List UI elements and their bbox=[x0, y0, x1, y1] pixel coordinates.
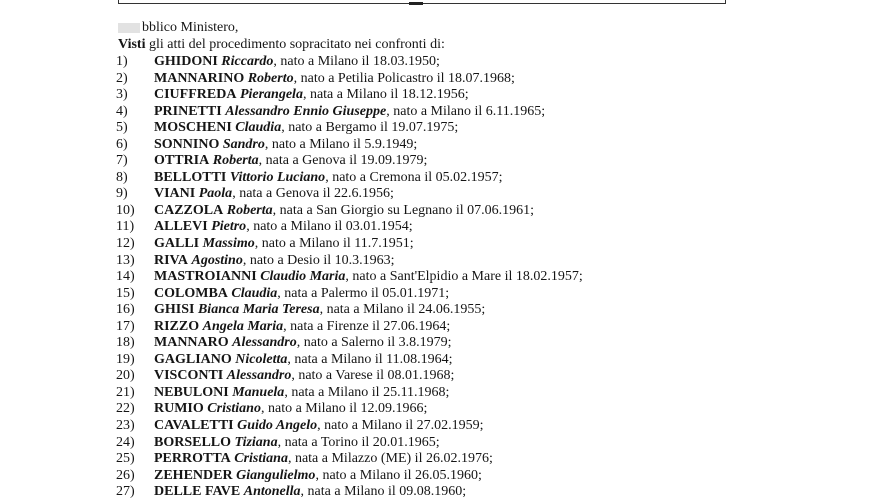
list-item bbox=[0, 203, 880, 220]
item-text bbox=[154, 435, 440, 451]
list-item bbox=[0, 451, 880, 468]
item-surname: CAVALETTI bbox=[154, 418, 234, 434]
item-number: 12) bbox=[116, 236, 135, 252]
item-number: 15) bbox=[116, 285, 135, 301]
item-surname: SONNINO bbox=[154, 136, 220, 152]
list-item bbox=[0, 219, 880, 236]
item-text bbox=[154, 352, 453, 368]
item-number: 16) bbox=[116, 302, 135, 318]
item-number: 7) bbox=[116, 153, 128, 169]
item-first-name: Roberta bbox=[226, 202, 273, 218]
item-first-name: Alessandro bbox=[232, 335, 297, 351]
item-text bbox=[154, 484, 466, 500]
item-number: 4) bbox=[116, 103, 128, 119]
item-surname: MANNARO bbox=[154, 335, 229, 351]
item-text bbox=[154, 335, 452, 351]
item-first-name: Manuela bbox=[232, 384, 285, 400]
item-text bbox=[154, 468, 482, 484]
list-item bbox=[0, 253, 880, 270]
item-first-name: Roberto bbox=[247, 70, 294, 86]
list-item bbox=[0, 335, 880, 352]
item-number: 6) bbox=[116, 136, 128, 152]
item-text bbox=[154, 120, 458, 136]
list-item bbox=[0, 236, 880, 253]
item-first-name: Claudio Maria bbox=[260, 269, 346, 285]
item-text bbox=[154, 302, 485, 318]
list-item bbox=[0, 302, 880, 319]
item-first-name: Cristiana bbox=[234, 451, 288, 467]
item-surname: RIVA bbox=[154, 252, 188, 268]
item-number: 18) bbox=[116, 335, 135, 351]
header-box-border bbox=[118, 0, 726, 4]
item-surname: DELLE FAVE bbox=[154, 484, 241, 500]
item-number: 14) bbox=[116, 269, 135, 285]
item-text bbox=[154, 269, 583, 285]
item-details: , nata a Milano il 18.12.1956; bbox=[302, 87, 469, 103]
list-item bbox=[0, 87, 880, 104]
item-surname: MANNARINO bbox=[154, 70, 245, 86]
defendants-list bbox=[0, 54, 880, 501]
item-details: , nata a Firenze il 27.06.1964; bbox=[283, 318, 451, 334]
item-details: , nato a Petilia Policastro il 18.07.1968; bbox=[293, 70, 515, 86]
item-number: 1) bbox=[116, 54, 128, 69]
item-text bbox=[154, 104, 545, 120]
list-item bbox=[0, 368, 880, 385]
item-first-name: Agostino bbox=[191, 252, 243, 268]
item-details: , nata a Torino il 20.01.1965; bbox=[277, 434, 440, 450]
item-text bbox=[154, 170, 503, 186]
list-item bbox=[0, 435, 880, 452]
list-item bbox=[0, 137, 880, 154]
item-first-name: Claudia bbox=[235, 120, 282, 136]
item-details: , nato a Desio il 10.3.1963; bbox=[242, 252, 395, 268]
item-surname: GAGLIANO bbox=[154, 351, 232, 367]
item-surname: GHIDONI bbox=[154, 54, 218, 69]
intro-line-1-text: bblico Ministero, bbox=[142, 20, 239, 35]
item-text bbox=[154, 71, 515, 87]
intro-keyword: Visti bbox=[118, 37, 146, 52]
item-first-name: Giangulielmo bbox=[236, 467, 316, 483]
item-details: , nata a San Giorgio su Legnano il 07.06.1961; bbox=[272, 202, 535, 218]
item-number: 24) bbox=[116, 434, 135, 450]
item-number: 26) bbox=[116, 467, 135, 483]
item-details: , nata a Milano il 09.08.1960; bbox=[300, 484, 467, 500]
item-text bbox=[154, 87, 469, 103]
item-number: 20) bbox=[116, 368, 135, 384]
item-text bbox=[154, 203, 534, 219]
item-surname: GALLI bbox=[154, 236, 200, 252]
item-text bbox=[154, 153, 427, 169]
item-number: 2) bbox=[116, 70, 128, 86]
intro-line-2 bbox=[118, 37, 445, 53]
item-number: 25) bbox=[116, 451, 135, 467]
item-number: 13) bbox=[116, 252, 135, 268]
item-number: 17) bbox=[116, 318, 135, 334]
item-text bbox=[154, 236, 414, 252]
item-number: 11) bbox=[116, 219, 135, 235]
item-details: , nato a Sant'Elpidio a Mare il 18.02.1957; bbox=[345, 269, 583, 285]
item-details: , nato a Bergamo il 19.07.1975; bbox=[281, 120, 459, 136]
item-surname: RIZZO bbox=[154, 318, 200, 334]
item-text bbox=[154, 286, 449, 302]
item-details: , nato a Milano il 27.02.1959; bbox=[317, 418, 484, 434]
item-details: , nato a Varese il 08.01.1968; bbox=[291, 368, 455, 384]
item-first-name: Claudia bbox=[231, 285, 278, 301]
item-first-name: Angela Maria bbox=[202, 318, 284, 334]
item-first-name: Bianca Maria Teresa bbox=[197, 302, 320, 318]
item-text bbox=[154, 253, 395, 269]
item-surname: PERROTTA bbox=[154, 451, 231, 467]
item-details: , nato a Milano il 11.7.1951; bbox=[254, 236, 414, 252]
list-item bbox=[0, 352, 880, 369]
item-details: , nato a Salerno il 3.8.1979; bbox=[296, 335, 452, 351]
item-details: , nata a Milano il 24.06.1955; bbox=[319, 302, 486, 318]
item-number: 21) bbox=[116, 384, 135, 400]
intro-line-1 bbox=[118, 20, 238, 36]
list-item bbox=[0, 186, 880, 203]
item-number: 3) bbox=[116, 87, 128, 103]
item-number: 8) bbox=[116, 169, 128, 185]
item-details: , nata a Genova il 22.6.1956; bbox=[232, 186, 394, 202]
item-text bbox=[154, 451, 493, 467]
item-number: 22) bbox=[116, 401, 135, 417]
item-first-name: Antonella bbox=[243, 484, 301, 500]
item-details: , nato a Milano il 03.01.1954; bbox=[246, 219, 413, 235]
item-first-name: Pietro bbox=[211, 219, 247, 235]
illegible-smudge bbox=[118, 23, 140, 33]
list-item bbox=[0, 104, 880, 121]
item-first-name: Pierangela bbox=[239, 87, 303, 103]
list-item bbox=[0, 153, 880, 170]
item-details: , nato a Milano il 18.03.1950; bbox=[273, 54, 440, 69]
item-text bbox=[154, 368, 454, 384]
item-surname: MASTROIANNI bbox=[154, 269, 257, 285]
item-details: , nato a Milano il 12.09.1966; bbox=[260, 401, 428, 417]
item-text bbox=[154, 219, 413, 235]
item-first-name: Cristiano bbox=[207, 401, 261, 417]
item-details: , nata a Milazzo (ME) il 26.02.1976; bbox=[287, 451, 493, 467]
item-surname: NEBULONI bbox=[154, 384, 229, 400]
list-item bbox=[0, 401, 880, 418]
item-first-name: Roberta bbox=[212, 153, 259, 169]
list-item bbox=[0, 71, 880, 88]
item-surname: PRINETTI bbox=[154, 103, 222, 119]
item-first-name: Paola bbox=[198, 186, 233, 202]
item-text bbox=[154, 319, 450, 335]
item-surname: COLOMBA bbox=[154, 285, 228, 301]
item-surname: GHISI bbox=[154, 302, 195, 318]
header-box-mark bbox=[409, 2, 423, 5]
intro-line-2-text: gli atti del procedimento sopracitato nei confronti di: bbox=[148, 37, 445, 52]
item-surname: VISCONTI bbox=[154, 368, 224, 384]
item-text bbox=[154, 401, 427, 417]
item-details: , nata a Genova il 19.09.1979; bbox=[258, 153, 428, 169]
list-item bbox=[0, 269, 880, 286]
item-text bbox=[154, 186, 394, 202]
item-text bbox=[154, 385, 449, 401]
item-details: , nato a Milano il 26.05.1960; bbox=[315, 467, 482, 483]
list-item bbox=[0, 418, 880, 435]
item-surname: CIUFFREDA bbox=[154, 87, 237, 103]
list-item bbox=[0, 468, 880, 485]
item-first-name: Massimo bbox=[202, 236, 255, 252]
item-surname: BORSELLO bbox=[154, 434, 232, 450]
list-item bbox=[0, 120, 880, 137]
item-number: 19) bbox=[116, 351, 135, 367]
item-number: 10) bbox=[116, 202, 135, 218]
item-first-name: Alessandro bbox=[226, 368, 292, 384]
item-first-name: Nicoletta bbox=[235, 351, 288, 367]
list-item bbox=[0, 54, 880, 71]
item-surname: CAZZOLA bbox=[154, 202, 224, 218]
item-surname: VIANI bbox=[154, 186, 196, 202]
item-details: , nata a Milano il 11.08.1964; bbox=[287, 351, 453, 367]
item-text bbox=[154, 54, 440, 70]
item-details: , nato a Milano il 6.11.1965; bbox=[386, 103, 546, 119]
item-surname: BELLOTTI bbox=[154, 169, 227, 185]
item-surname: MOSCHENI bbox=[154, 120, 232, 136]
item-first-name: Guido Angelo bbox=[237, 418, 318, 434]
list-item bbox=[0, 286, 880, 303]
list-item bbox=[0, 484, 880, 501]
list-item bbox=[0, 319, 880, 336]
item-surname: RUMIO bbox=[154, 401, 204, 417]
item-details: , nato a Cremona il 05.02.1957; bbox=[325, 169, 503, 185]
item-number: 5) bbox=[116, 120, 128, 136]
item-first-name: Alessandro Ennio Giuseppe bbox=[225, 103, 387, 119]
item-details: , nata a Palermo il 05.01.1971; bbox=[277, 285, 450, 301]
item-surname: ALLEVI bbox=[154, 219, 208, 235]
item-first-name: Sandro bbox=[222, 136, 265, 152]
item-text bbox=[154, 137, 417, 153]
item-number: 23) bbox=[116, 418, 135, 434]
item-details: , nato a Milano il 5.9.1949; bbox=[264, 136, 418, 152]
list-item bbox=[0, 385, 880, 402]
item-first-name: Vittorio Luciano bbox=[229, 169, 326, 185]
item-details: , nata a Milano il 25.11.1968; bbox=[284, 384, 450, 400]
item-surname: OTTRIA bbox=[154, 153, 210, 169]
item-first-name: Tiziana bbox=[234, 434, 278, 450]
item-number: 27) bbox=[116, 484, 135, 500]
item-surname: ZEHENDER bbox=[154, 467, 233, 483]
item-text bbox=[154, 418, 484, 434]
list-item bbox=[0, 170, 880, 187]
item-first-name: Riccardo bbox=[221, 54, 274, 69]
item-number: 9) bbox=[116, 186, 128, 202]
